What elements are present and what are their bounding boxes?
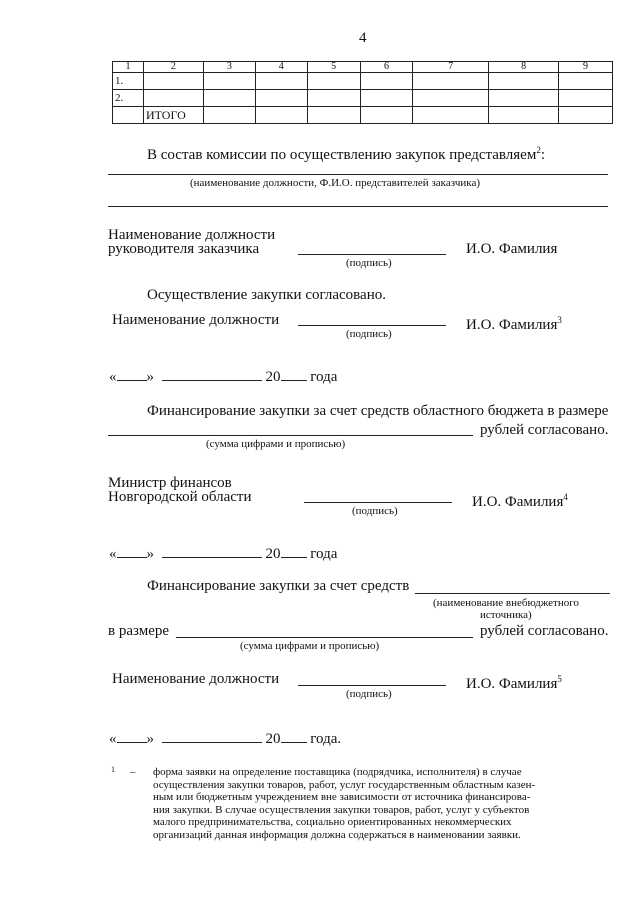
- amount-line: [176, 637, 473, 638]
- date-field: « » 20 года: [109, 546, 338, 562]
- page-number: 4: [359, 30, 367, 46]
- footnote-dash: –: [130, 766, 136, 778]
- table-cell: [113, 107, 144, 124]
- minister-title-1: Министр финансов: [108, 475, 232, 491]
- signature-caption: (подпись): [346, 257, 392, 269]
- third-position: Наименование должности: [112, 671, 280, 687]
- table-header-cell: 9: [559, 62, 613, 73]
- commission-line: [108, 174, 608, 175]
- footnote-line: форма заявки на определение поставщика (подрядчика, исполнителя) в случае: [153, 766, 522, 778]
- date-field: « » 20 года: [109, 369, 338, 385]
- signature-caption: (подпись): [352, 505, 398, 517]
- amount-prefix: в размере: [108, 623, 170, 639]
- table-cell: 1.: [113, 73, 144, 90]
- amount-line: [108, 435, 473, 436]
- table-cell: [143, 73, 203, 90]
- table-header-cell: 5: [307, 62, 360, 73]
- signer-name: И.О. Фамилия$^3$: [466, 315, 562, 333]
- customer-head-title-1: Наименование должности: [108, 227, 276, 243]
- signer-name: И.О. Фамилия: [466, 241, 558, 257]
- signature-caption: (подпись): [346, 328, 392, 340]
- amount-caption: (сумма цифрами и прописью): [240, 640, 380, 652]
- regional-budget-text: Финансирование закупки за счет средств областного бюджета в размере: [147, 403, 609, 419]
- signature-line: [304, 502, 452, 503]
- footnote-line: ным или бюджетным учреждением вне зависимости от источника финансирова-: [153, 791, 531, 803]
- table-header-cell: 1: [113, 62, 144, 73]
- date-field: « » 20 года.: [109, 731, 342, 747]
- table-cell: 2.: [113, 90, 144, 107]
- footnote-marker: 1: [111, 765, 115, 774]
- commission-line-2: [108, 206, 608, 207]
- table-header-cell: 4: [255, 62, 307, 73]
- commission-caption: (наименование должности, Ф.И.О. представителей заказчика): [190, 177, 481, 189]
- table-header-cell: 7: [413, 62, 489, 73]
- table-total-cell: ИТОГО: [143, 107, 203, 124]
- commission-text: В состав комиссии по осуществлению закупок представляем$^2$:: [147, 145, 545, 163]
- extra-budget-text: Финансирование закупки за счет средств: [147, 578, 410, 594]
- minister-title-2: Новгородской области: [108, 489, 252, 505]
- source-caption-1: (наименование внебюджетного: [433, 597, 579, 609]
- table-cell: [143, 90, 203, 107]
- signature-line: [298, 254, 446, 255]
- agreed-text: Осуществление закупки согласовано.: [147, 287, 386, 303]
- footnote-line: организаций данная информация должна содержаться в наименовании заявки.: [153, 828, 521, 841]
- footnote-line: малого предпринимательства, социально ориентированных некоммерческих: [153, 816, 512, 828]
- footnote-line: ния закупки. В случае осуществления закупки товаров, работ, услуг у субъектов: [153, 803, 530, 816]
- table-header-row: [113, 62, 613, 73]
- customer-head-title-2: руководителя заказчика: [108, 241, 260, 257]
- signature-line: [298, 685, 446, 686]
- signature-caption: (подпись): [346, 688, 392, 700]
- table-row: [113, 107, 613, 124]
- procurement-table: [112, 61, 613, 124]
- signer-name: И.О. Фамилия$^4$: [472, 492, 568, 510]
- source-line: [415, 593, 610, 594]
- extra-budget-tail: рублей согласовано.: [480, 623, 609, 639]
- signature-line: [298, 325, 446, 326]
- source-caption-2: источника): [480, 609, 532, 621]
- agreed-position: Наименование должности: [112, 312, 280, 328]
- regional-budget-tail: рублей согласовано.: [480, 422, 609, 438]
- table-header-cell: 2: [143, 62, 203, 73]
- signer-name: И.О. Фамилия$^5$: [466, 674, 562, 692]
- amount-caption: (сумма цифрами и прописью): [206, 438, 346, 450]
- table-row: [113, 90, 613, 107]
- table-header-cell: 6: [360, 62, 413, 73]
- footnote-text: [153, 766, 613, 841]
- table-header-cell: 8: [489, 62, 559, 73]
- footnote-line: осуществления закупки товаров, работ, услуг государственным областным казен-: [153, 778, 536, 791]
- table-header-cell: 3: [203, 62, 255, 73]
- table-row: [113, 73, 613, 90]
